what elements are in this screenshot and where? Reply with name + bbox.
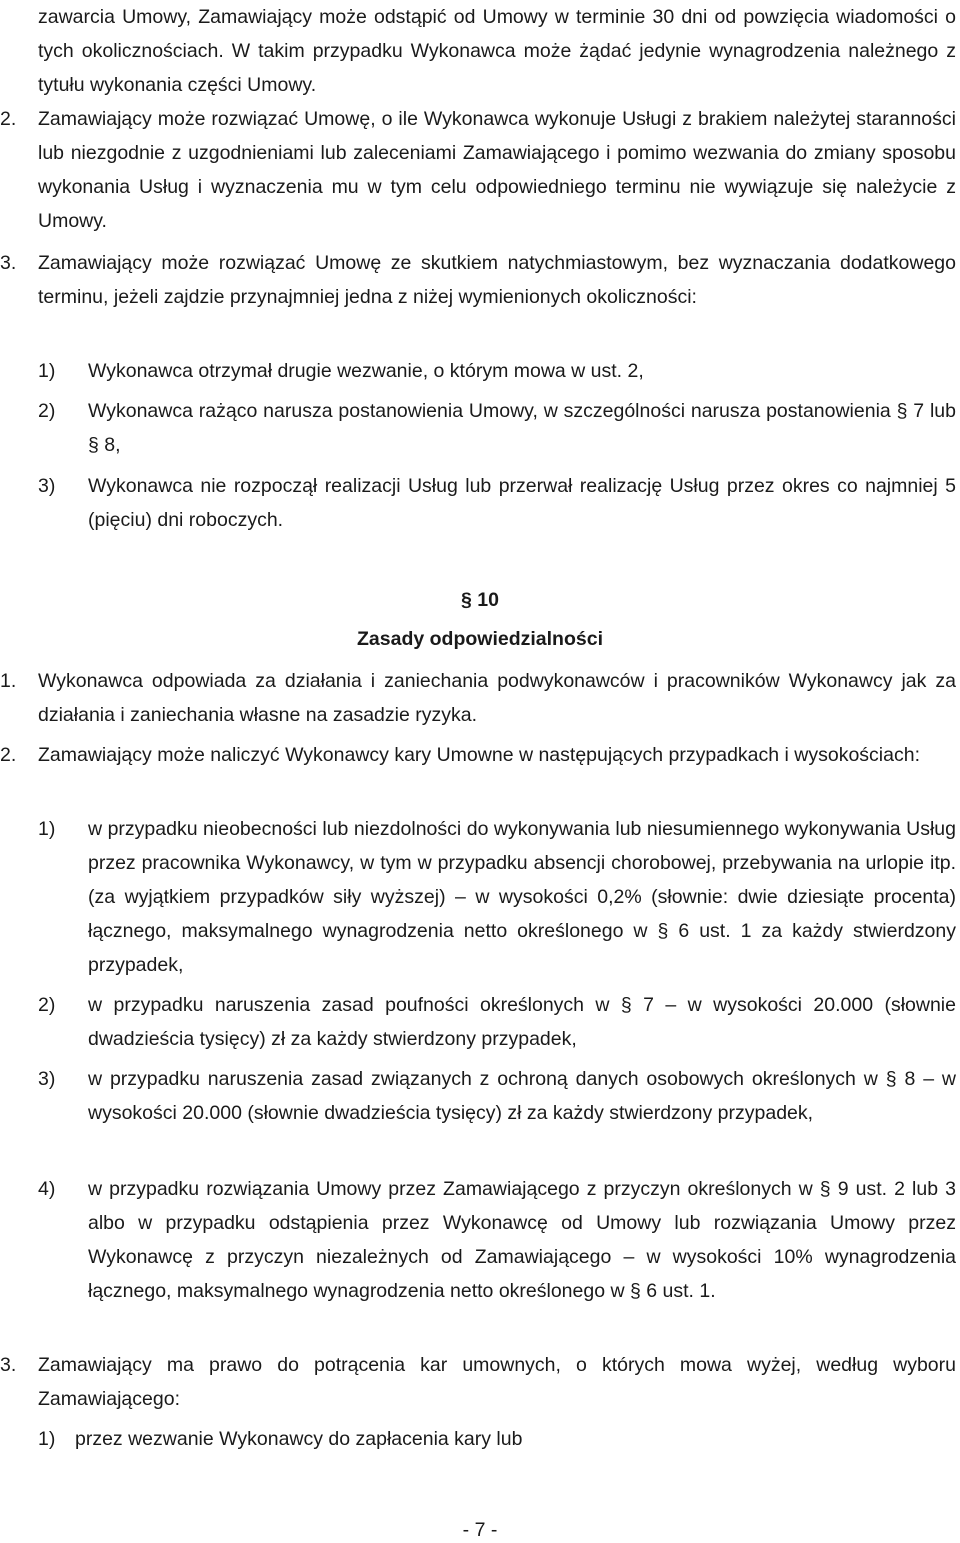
list-item-label: 1) — [38, 360, 56, 382]
paragraph-text: Zamawiający może naliczyć Wykonawcy kary Umowne w następujących przypadkach i wysokościach: — [38, 744, 920, 766]
list-item-label: 1) — [38, 1428, 56, 1450]
paragraph-text: Zamawiający ma prawo do potrącenia kar umownych, o których mowa wyżej, według wyboru Zamawiającego: — [38, 1354, 956, 1410]
list-item-text: w przypadku nieobecności lub niezdolności do wykonywania lub niesumiennego wykonywania Usług przez pracownika Wykonawcy, w tym w przypadku absencji chorobowej, przebywania na urlopie itp. (za wyjątkiem przypadków siły wyższej) – w wysokości 0,2% (słownie: dwie dziesiąte procenta) łącznego, maksymalnego wynagrodzenia netto określonego w § 6 ust. 1 za każdy stwierdzony przypadek, — [88, 818, 956, 976]
list-item-text: Wykonawca otrzymał drugie wezwanie, o którym mowa w ust. 2, — [88, 360, 644, 382]
intro-text: zawarcia Umowy, Zamawiający może odstąpić od Umowy w terminie 30 dni od powzięcia wiadomości o tych okolicznościach. W takim przypadku Wykonawca może żądać jedynie wynagrodzenia należnego z tytułu wykonania części Umowy. — [38, 6, 956, 96]
list-item-label: 2) — [38, 994, 56, 1016]
list-item-label: 4) — [38, 1178, 56, 1200]
paragraph-text: Zamawiający może rozwiązać Umowę, o ile Wykonawca wykonuje Usługi z brakiem należytej staranności lub niezgodnie z uzgodnieniami lub zaleceniami Zamawiającego i pomimo wezwania do zmiany sposobu wykonania Usług i wyznaczenia mu w tym celu odpowiedniego terminu nie wywiązuje się należycie z Umowy. — [38, 108, 956, 232]
list-item-text: w przypadku naruszenia zasad poufności określonych w § 7 – w wysokości 20.000 (słownie dwadzieścia tysięcy) zł za każdy stwierdzony przypadek, — [88, 994, 956, 1050]
list-item — [38, 394, 956, 462]
list-item — [38, 1172, 956, 1308]
list-item-label: 2) — [38, 400, 56, 422]
paragraph-number: 3. — [0, 1354, 17, 1376]
section-heading: § 10 — [461, 589, 499, 611]
list-item — [38, 988, 956, 1056]
list-item-label: 3) — [38, 475, 56, 497]
list-item — [38, 469, 956, 537]
art10-paragraph-2 — [0, 738, 956, 772]
list-item-text: przez wezwanie Wykonawcy do zapłacenia kary lub — [75, 1428, 523, 1450]
art9-paragraph-3 — [0, 246, 956, 314]
list-item-text: w przypadku naruszenia zasad związanych z ochroną danych osobowych określonych w § 8 – w wysokości 20.000 (słownie dwadzieścia tysięcy) zł za każdy stwierdzony przypadek, — [88, 1068, 956, 1124]
paragraph-number: 2. — [0, 744, 17, 766]
list-item — [38, 354, 956, 388]
art10-paragraph-3 — [0, 1348, 956, 1416]
paragraph-number: 3. — [0, 252, 17, 274]
list-item-label: 3) — [38, 1068, 56, 1090]
list-item-text: Wykonawca nie rozpoczął realizacji Usług lub przerwał realizację Usług przez okres co najmniej 5 (pięciu) dni roboczych. — [88, 475, 956, 531]
intro-paragraph — [38, 0, 956, 102]
page-number: - 7 - — [462, 1519, 498, 1541]
list-item — [38, 812, 956, 982]
list-item-text: Wykonawca rażąco narusza postanowienia Umowy, w szczególności narusza postanowienia § 7 lub § 8, — [88, 400, 956, 456]
art10-paragraph-1 — [0, 664, 956, 732]
list-item-label: 1) — [38, 818, 56, 840]
paragraph-number: 1. — [0, 670, 17, 692]
paragraph-text: Wykonawca odpowiada za działania i zaniechania podwykonawców i pracowników Wykonawcy jak za działania i zaniechania własne na zasadzie ryzyka. — [38, 670, 956, 726]
list-item — [38, 1062, 956, 1130]
art9-paragraph-2 — [0, 102, 956, 238]
paragraph-text: Zamawiający może rozwiązać Umowę ze skutkiem natychmiastowym, bez wyznaczania dodatkowego terminu, jeżeli zajdzie przynajmniej jedna z niżej wymienionych okoliczności: — [38, 252, 956, 308]
list-item — [38, 1422, 956, 1456]
paragraph-number: 2. — [0, 108, 17, 130]
list-item-text: w przypadku rozwiązania Umowy przez Zamawiającego z przyczyn określonych w § 9 ust. 2 lub 3 albo w przypadku odstąpienia przez Wykonawcę od Umowy lub rozwiązania Umowy przez Wykonawcę z przyczyn niezależnych od Zamawiającego – w wysokości 10% wynagrodzenia łącznego, maksymalnego wynagrodzenia netto określonego w § 6 ust. 1. — [88, 1178, 956, 1302]
section-title: Zasady odpowiedzialności — [357, 628, 603, 650]
